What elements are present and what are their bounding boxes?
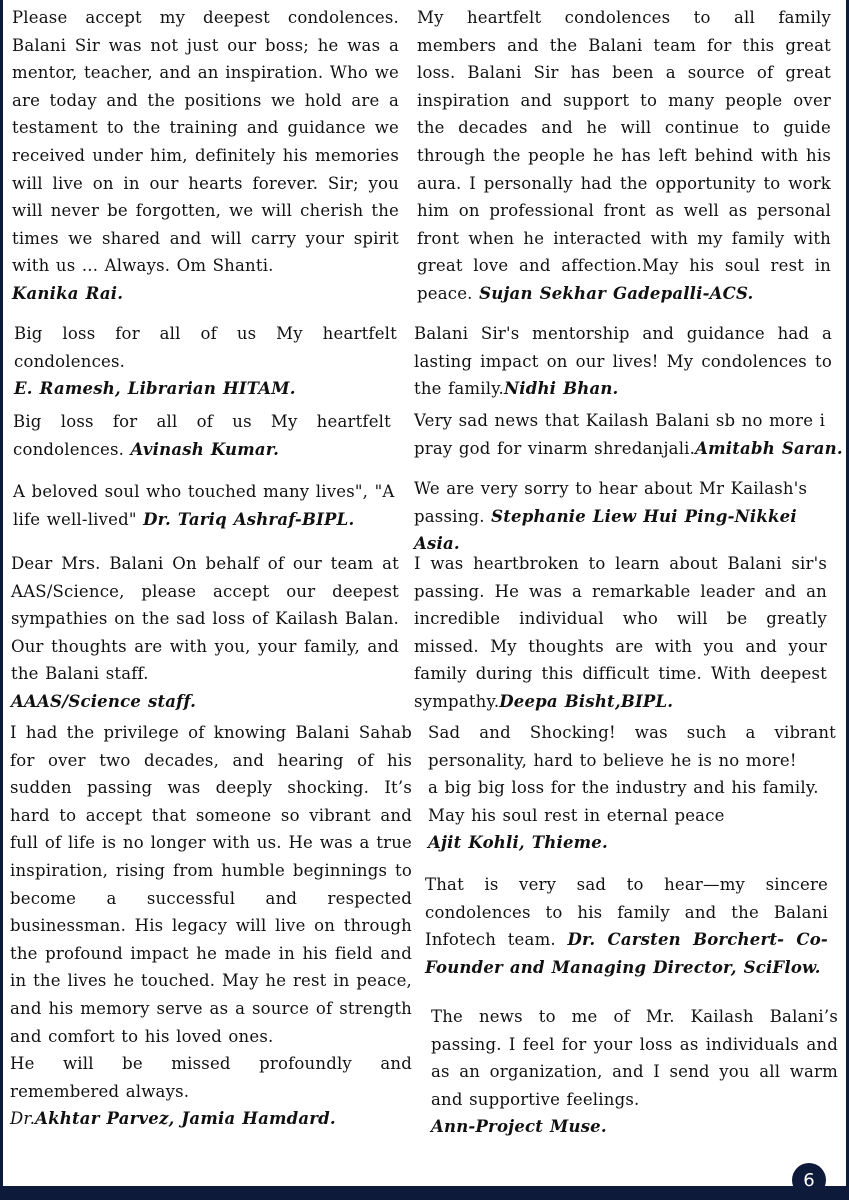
message-deepa-bisht [414,550,827,716]
message-text-2: He will be missed profoundly and remembered always. [10,1054,412,1101]
message-text: Balani Sir's mentorship and guidance had a lasting impact on our lives! My condolences to the family. [414,324,832,399]
message-text: I had the privilege of knowing Balani Sahab for over two decades, and hearing of his sudden passing was deeply shocking. It’s hard to accept that someone so vibrant and full of life is no longer with us. He was a true inspiration, rising from humble beginnings to become a successful and respected businessman. His legacy will live on through the profound impact he made in his field and in the lives he touched. May he rest in peace, and his memory serve as a source of strength and comfort to his loved ones. [10,723,412,1046]
message-text: Big loss for all of us My heartfelt condolences. [13,412,391,459]
message-line-2: a big big loss for the industry and his family. [428,778,819,798]
message-tariq-ashraf [13,478,395,533]
message-author: Kanika Rai. [12,283,124,303]
message-author: E. Ramesh, Librarian HITAM. [14,379,296,399]
message-text: That is very sad to hear—my sincere condolences to his family and the Balani Infotech team. [425,875,828,950]
message-e-ramesh [14,320,397,403]
message-text: Dear Mrs. Balani On behalf of our team at AAS/Science, please accept our deepest sympathies on the sad loss of Kailash Balan. Our thoughts are with you, your family, and the Balani staff. [11,554,399,684]
message-aaas-science [11,550,399,716]
message-sujan-gadepalli [417,4,831,308]
message-author: Dr. Carsten Borchert- Co-Founder and Managing Director, SciFlow. [425,930,828,977]
message-author: Nidhi Bhan. [504,379,619,399]
author-prefix: Dr. [10,1109,36,1129]
message-ann-project-muse [431,1003,838,1141]
message-author: Dr. Tariq Ashraf-BIPL. [143,509,355,529]
message-line-1: Sad and Shocking! was such a vibrant personality, hard to believe he is no more! [428,723,836,770]
message-text: Please accept my deepest condolences. Balani Sir was not just our boss; he was a mentor, teacher, and an inspiration. Who we are today and the positions we hold are a testament to the training and guidance we received under him, definitely his memories will live on in our hearts forever. Sir; you will never be forgotten, we will cherish the times we shared and will carry your spirit with us ... Always. Om Shanti. [12,8,399,276]
message-author: Amitabh Saran. [695,438,843,458]
message-text: The news to me of Mr. Kailash Balani’s passing. I feel for your loss as individuals and as an organization, and I send you all warm and supportive feelings. [431,1007,838,1109]
page-number: 6 [792,1163,826,1197]
message-text: Very sad news that Kailash Balani sb no more i pray god for vinarm shredanjali. [414,411,826,458]
message-text: I was heartbroken to learn about Balani sir's passing. He was a remarkable leader and an incredible individual who will be greatly missed. My thoughts are with you and your family during this difficult time. With deepest sympathy. [414,554,827,711]
message-author: Ann-Project Muse. [431,1117,607,1137]
message-nidhi-bhan [414,320,832,403]
message-avinash-kumar [13,408,391,463]
message-text: We are very sorry to hear about Mr Kailash's passing. [414,479,808,526]
message-author: Stephanie Liew Hui Ping-Nikkei Asia. [414,506,797,554]
message-author: Avinash Kumar. [130,439,280,459]
message-amitabh-saran [414,407,844,462]
message-author: Ajit Kohli, Thieme. [428,833,608,853]
message-kanika-rai [12,4,399,308]
message-text: Big loss for all of us My heartfelt condolences. [14,324,397,371]
message-ajit-kohli [428,719,836,857]
message-text: A beloved soul who touched many lives", "A life well-lived" [13,482,395,529]
message-author: Deepa Bisht,BIPL. [499,691,674,711]
message-akhtar-parvez [10,719,412,1133]
message-stephanie-liew [414,475,834,558]
message-carsten-borchert [425,871,828,981]
message-text: My heartfelt condolences to all family members and the Balani team for this great loss. Balani Sir has been a source of great inspiration and support to many people over the decades and he will continue to guide through the people he has left behind with his aura. I personally had the opportunity to work him on professional front as well as personal front when he interacted with my family with great love and affection.May his soul rest in peace. [417,8,831,303]
message-line-3: May his soul rest in eternal peace [428,805,725,825]
message-author: AAAS/Science staff. [11,691,197,711]
message-author: Sujan Sekhar Gadepalli-ACS. [479,283,754,303]
footer-bar [3,1186,846,1200]
message-author: Akhtar Parvez, Jamia Hamdard. [35,1109,336,1129]
